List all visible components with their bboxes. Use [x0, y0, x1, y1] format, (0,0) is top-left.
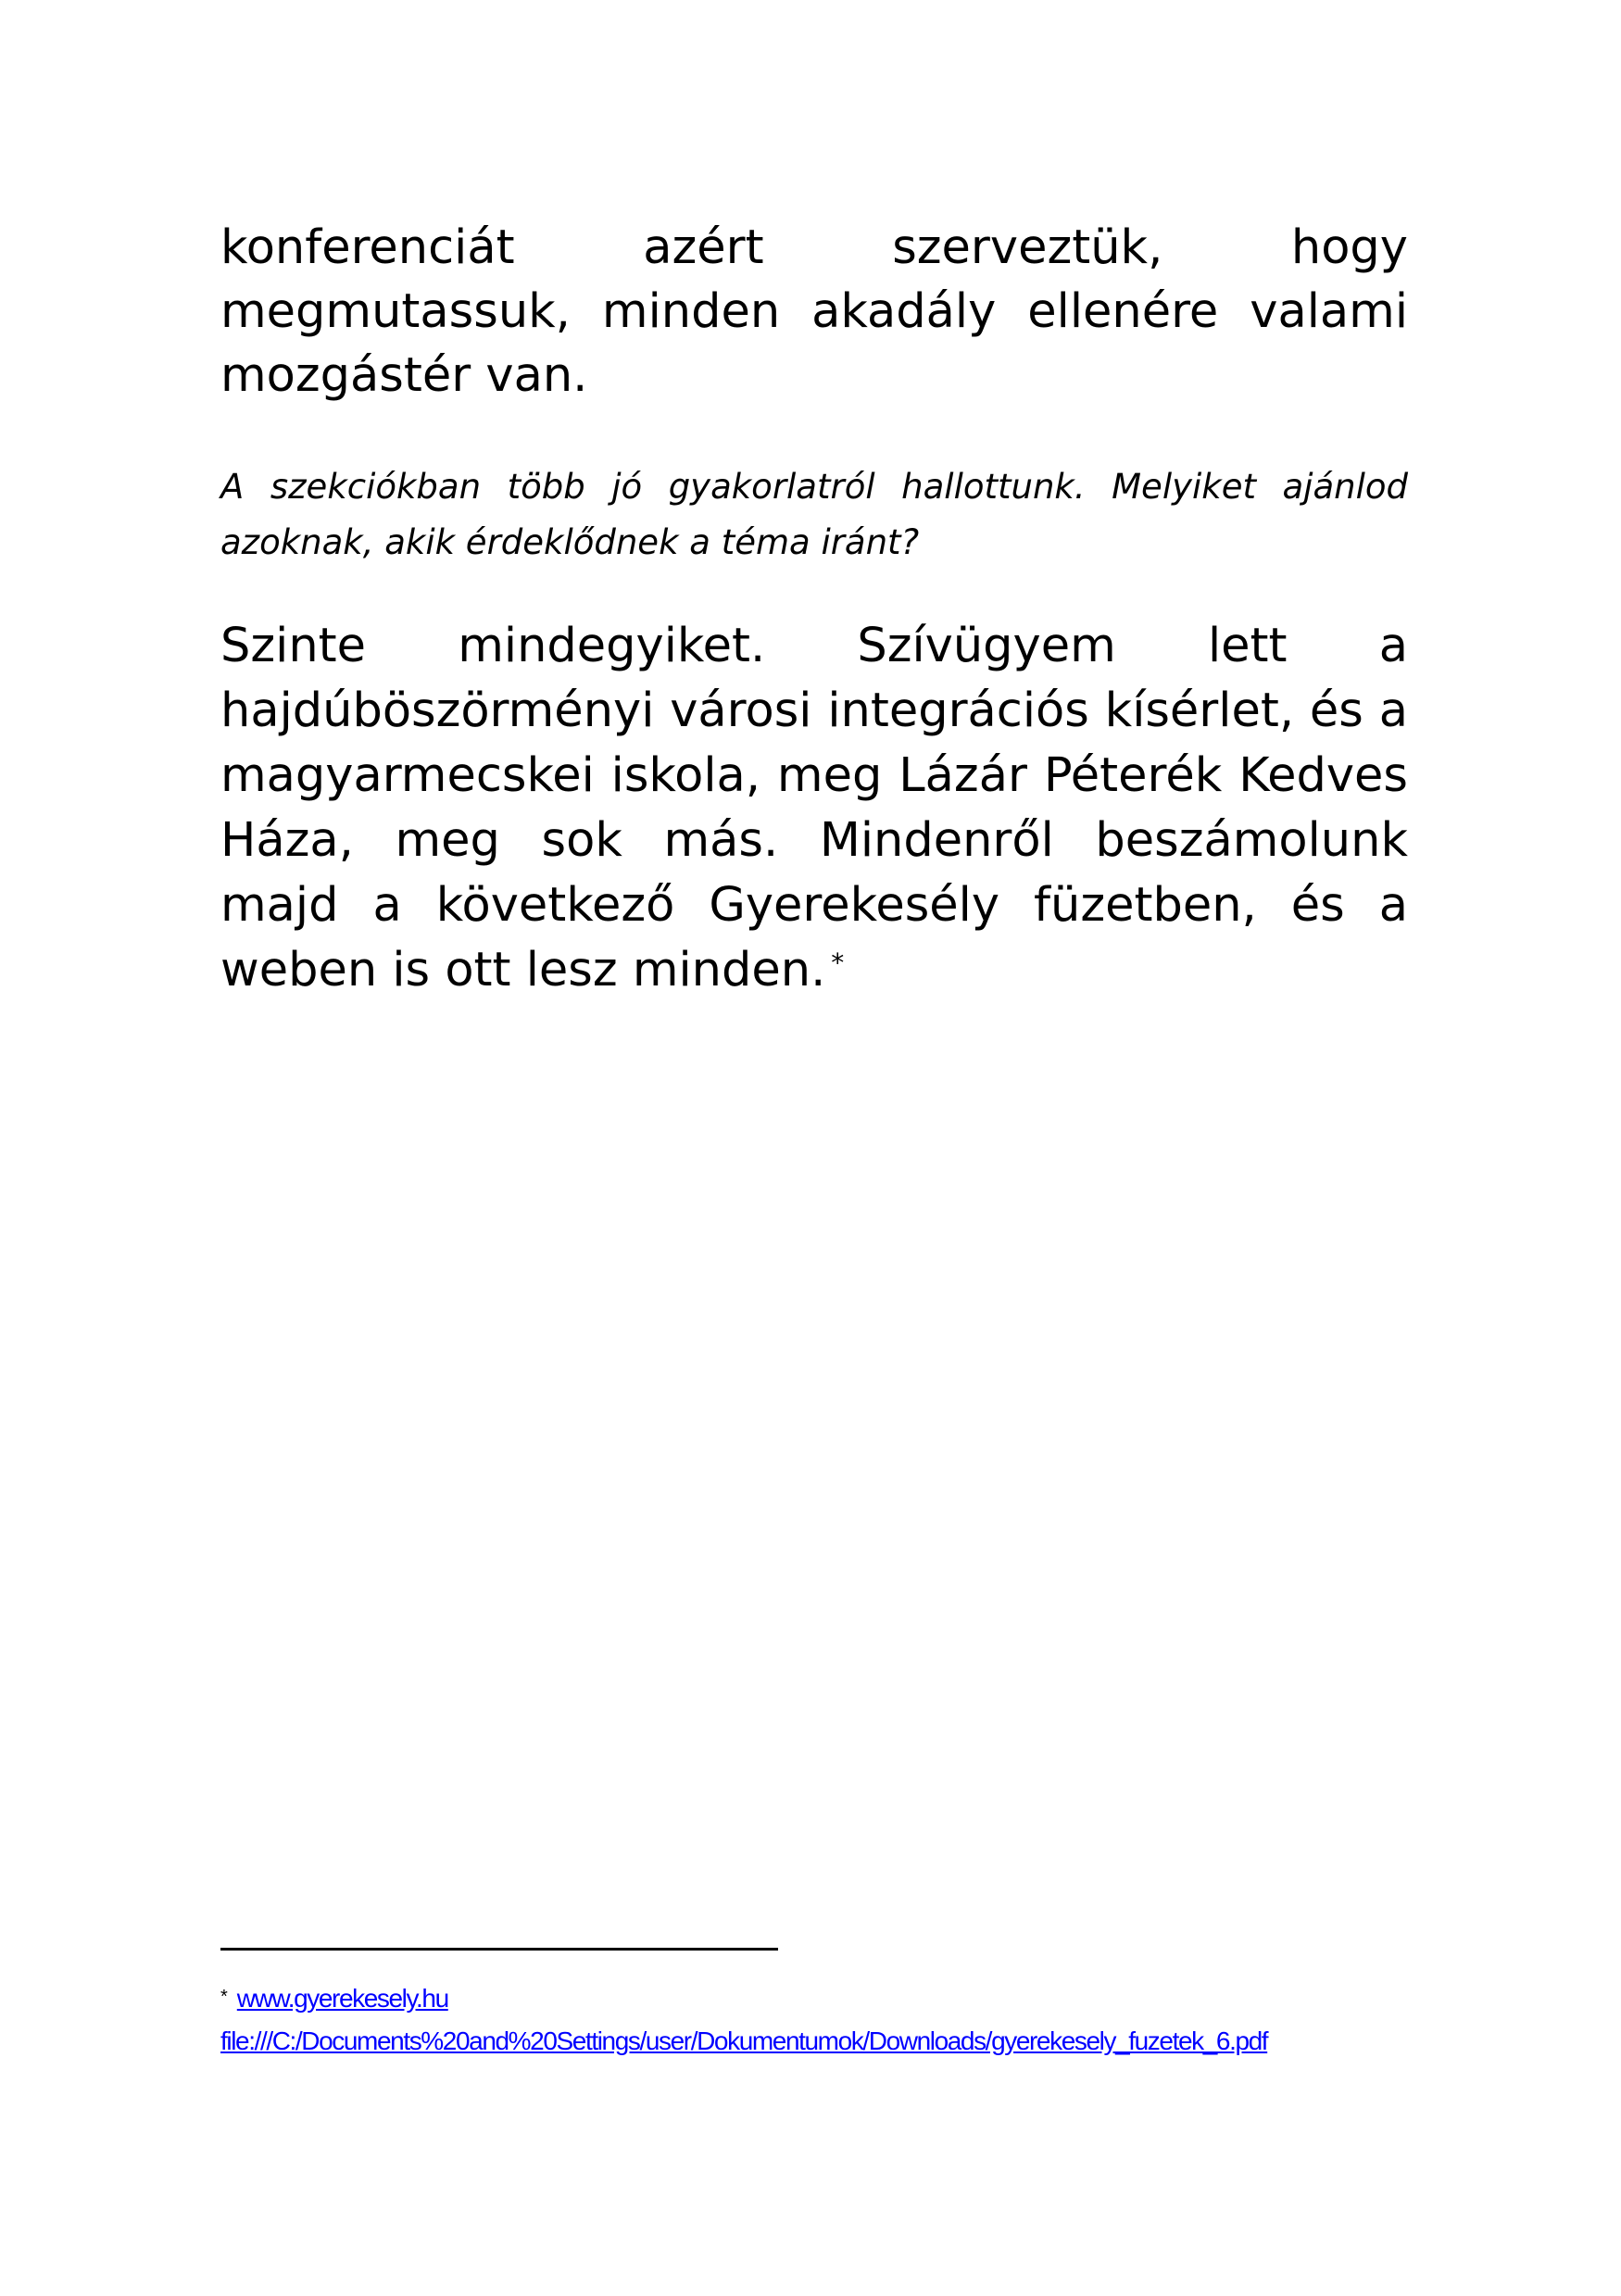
footnote-link-website[interactable]: www.gyerekesely.hu: [236, 1984, 448, 2013]
footnote-link-pdf[interactable]: file:///C:/Documents%20and%20Settings/user/Dokumentumok/Downloads/gyerekesely_fuzetek_6.pdf: [220, 2026, 1268, 2055]
interview-question-text: A szekciókban több jó gyakorlatról hallottunk. Melyiket ajánlod azoknak, akik érdeklődnek a téma iránt?: [220, 467, 1408, 562]
interview-question: [220, 459, 1408, 571]
body-paragraph-1-text: konferenciát azért szerveztük, hogy megmutassuk, minden akadály ellenére valami mozgástér van.: [220, 220, 1408, 403]
footnote-separator: [220, 1948, 778, 1951]
body-paragraph-2: [220, 614, 1408, 1003]
body-paragraph-1: [220, 216, 1408, 408]
footnote-reference-marker[interactable]: *: [831, 947, 845, 978]
footnote-line-1: [220, 1977, 1425, 2020]
footnote-line-2: [220, 2020, 1425, 2063]
body-paragraph-2-text: Szinte mindegyiket. Szívügyem lett a hajdúböszörményi városi integrációs kísérlet, és a magyarmecskei iskola, meg Lázár Péterék Kedves Háza, meg sok más. Mindenről beszámolunk majd a következő Gyerekesély füzetben, és a weben is ott lesz minden.: [220, 619, 1408, 997]
footnote: [220, 1977, 1425, 2063]
footnote-marker: *: [220, 1987, 228, 2007]
